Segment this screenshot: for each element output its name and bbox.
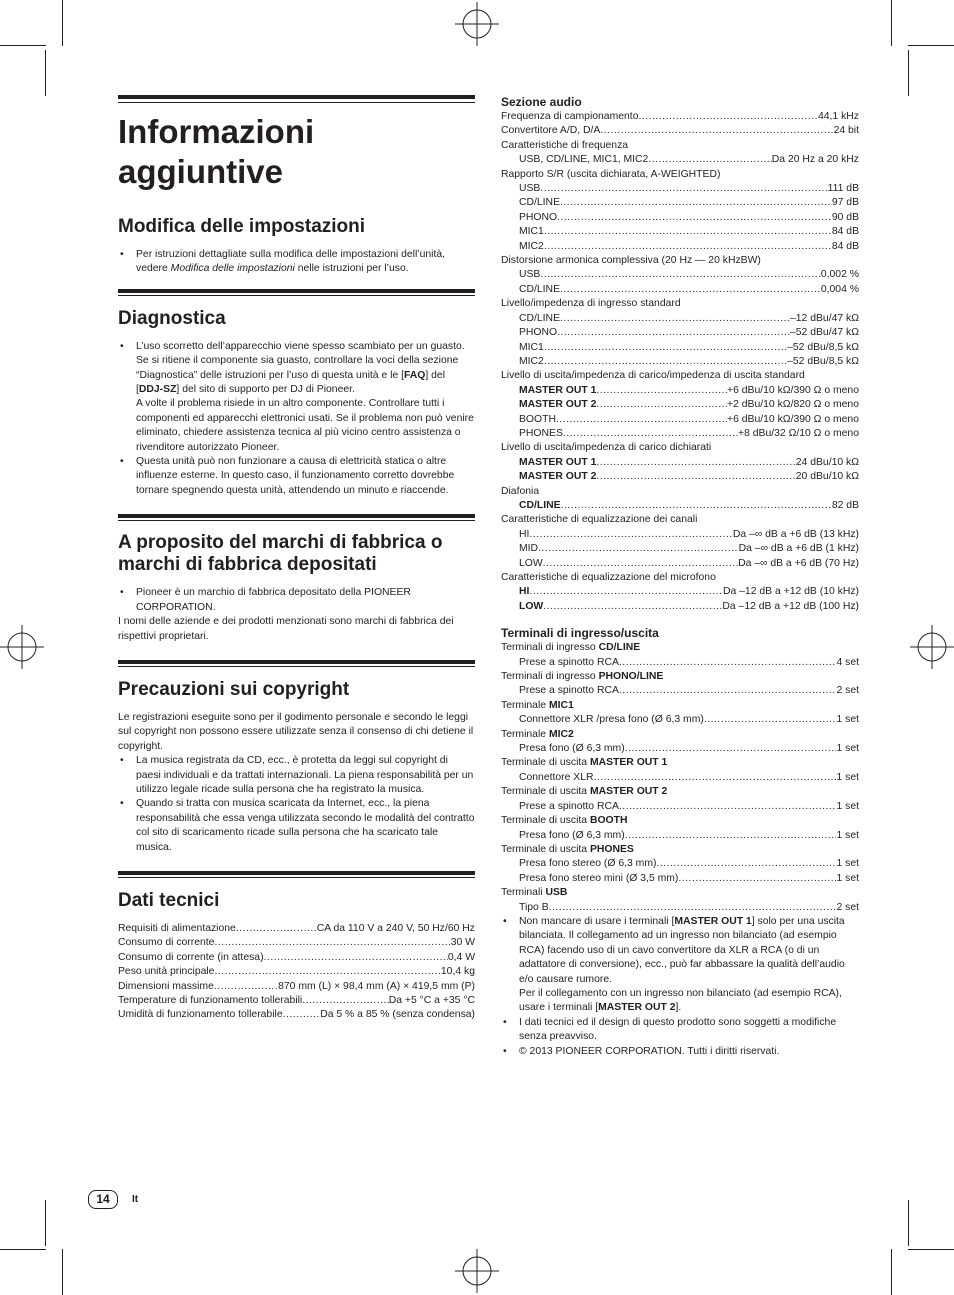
- section-heading: Precauzioni sui copyright: [118, 678, 350, 700]
- bullet-item: • Pioneer è un marchio di fabbrica depositato della PIONEER CORPORATION.: [118, 586, 475, 615]
- section-rule: [118, 871, 475, 878]
- spec-row: Peso unità principale ..... 10,4 kg: [118, 965, 475, 979]
- crop-mark: [908, 1200, 909, 1246]
- spec-group-label: Terminale MIC2: [501, 728, 574, 740]
- spec-row: Temperature di funzionamento tollerabili ..... Da +5 °C a +35 °C: [118, 994, 475, 1008]
- left-column: [118, 95, 475, 1023]
- spec-row: USB ..... 0,002 %: [501, 268, 859, 282]
- spec-row: Presa fono (Ø 6,3 mm) ..... 1 set: [501, 829, 859, 843]
- crop-mark: [45, 1200, 46, 1246]
- spec-row: Presa fono (Ø 6,3 mm) ..... 1 set: [501, 742, 859, 756]
- bullet-item: • Per istruzioni dettagliate sulla modifica delle impostazioni dell’unità, vedere Modifica delle impostazioni nelle istruzioni per l’uso.: [118, 248, 475, 277]
- spec-row: Consumo di corrente (in attesa) ..... 0,4 W: [118, 951, 475, 965]
- spec-group-label: Caratteristiche di equalizzazione del microfono: [501, 572, 716, 583]
- crop-mark: [0, 1249, 46, 1250]
- spec-row: MIC1 ..... 84 dB: [501, 225, 859, 239]
- section-rule: [118, 289, 475, 296]
- spec-group-label: Distorsione armonica complessiva (20 Hz — 20 kHzBW): [501, 255, 761, 267]
- spec-row: Presa fono stereo (Ø 6,3 mm) ..... 1 set: [501, 857, 859, 871]
- spec-group-label: Diafonia: [501, 485, 540, 497]
- registration-mark-icon: [455, 2, 499, 46]
- spec-row: MIC2 ..... 84 dB: [501, 240, 859, 254]
- spec-group-label: Terminali di ingresso CD/LINE: [501, 642, 641, 654]
- registration-mark-icon: [455, 1249, 499, 1293]
- bullet-item: • Non mancare di usare i terminali [MASTER OUT 1] solo per una uscita bilanciata. Il collegamento ad un ingresso non bilanciato (ad esempio RCA) facendo uso di un cavo convertitore da XLR a RCA (o di un adattatore di conversione), ecc., può far abbassare la qualità dell’audio e/o causare rumore. Per il collegamento con un ingresso non bilanciato (ad esempio RCA), usare i terminali [MASTER OUT 2].: [501, 915, 859, 1016]
- section-heading: Dati tecnici: [118, 889, 220, 911]
- spec-group-label: Caratteristiche di frequenza: [501, 139, 629, 151]
- section-modifica: [118, 216, 475, 277]
- crop-mark: [891, 1249, 892, 1295]
- section-heading: Modifica delle impostazioni: [118, 216, 366, 237]
- crop-mark: [45, 50, 46, 96]
- crop-mark: [908, 1249, 954, 1250]
- spec-row: Presa fono stereo mini (Ø 3,5 mm) ..... 1 set: [501, 872, 859, 886]
- spec-row: Prese a spinotto RCA ..... 2 set: [501, 684, 859, 698]
- bullet-item: • La musica registrata da CD, ecc., è protetta da leggi sul copyright di paesi individuali e da trattati internazionali. La piena responsabilità per un utilizzo legale ricade sulla persona che ha registrato la musica.: [118, 754, 475, 797]
- spec-row: CD/LINE ..... 97 dB: [501, 196, 859, 210]
- bullet-item: • Questa unità può non funzionare a causa di elettricità statica o altre influenze esterne. In questo caso, il funzionamento corretto dovrebbe tornare spegnendo questa unità, attendendo un minuto e riaccende.: [118, 455, 475, 498]
- spec-row: MASTER OUT 1 ..... +6 dBu/10 kΩ/390 Ω o meno: [501, 384, 859, 398]
- spec-group-label: Terminale di uscita MASTER OUT 2: [501, 786, 668, 798]
- page-title: Informazioni aggiuntive: [118, 113, 315, 190]
- subsection-heading: Sezione audio: [501, 95, 582, 109]
- spec-row: HI ..... Da –∞ dB a +6 dB (13 kHz): [501, 528, 859, 542]
- crop-mark: [62, 0, 63, 46]
- bullet-item: • L’uso scorretto dell’apparecchio viene spesso scambiato per un guasto. Se si ritiene il componente sia guasto, controllare la voci della sezione “Diagnostica” delle istruzioni per l’uso di questa unità e le [FAQ] del [DDJ-SZ] del sito di supporto per DJ di Pioneer. A volte il problema risiede in un altro componente. Controllare tutti i componenti ed apparecchi elettronici usati. Se il problema non può venire eliminato, chiedere assistenza tecnica al più vicino centro assistenza o rivenditore autorizzato Pioneer.: [118, 340, 475, 455]
- spec-row: PHONO ..... 90 dB: [501, 211, 859, 225]
- spec-row: Connettore XLR /presa fono (Ø 6,3 mm) ..... 1 set: [501, 713, 859, 727]
- spec-group-label: Terminale di uscita PHONES: [501, 843, 634, 855]
- section-rule: [118, 660, 475, 667]
- page-language: It: [132, 1194, 139, 1205]
- section-heading: A proposito del marchi di fabbrica o marchi di fabbrica depositati: [118, 532, 443, 576]
- spec-row: Requisiti di alimentazione ..... CA da 110 V a 240 V, 50 Hz/60 Hz: [118, 922, 475, 936]
- crop-mark: [62, 1249, 63, 1295]
- spec-group-label: Terminali di ingresso PHONO/LINE: [501, 671, 664, 683]
- spec-row: Tipo B ..... 2 set: [501, 901, 859, 915]
- title-rule: [118, 95, 475, 103]
- spec-row: Consumo di corrente ..... 30 W: [118, 936, 475, 950]
- spec-row: USB ..... 111 dB: [501, 182, 859, 196]
- subsection-heading: Terminali di ingresso/uscita: [501, 626, 659, 641]
- spec-group-label: Rapporto S/R (uscita dichiarata, A-WEIGHTED): [501, 168, 721, 180]
- registration-mark-icon: [0, 625, 44, 669]
- section-rule: [118, 514, 475, 521]
- spec-row: PHONES ..... +8 dBu/32 Ω/10 Ω o meno: [501, 427, 859, 441]
- bullet-item: • © 2013 PIONEER CORPORATION. Tutti i diritti riservati.: [501, 1045, 859, 1059]
- section-heading: Diagnostica: [118, 307, 226, 329]
- spec-group-label: Terminali USB: [501, 887, 568, 899]
- spec-group-label: Livello di uscita/impedenza di carico dichiarati: [501, 442, 712, 454]
- section-diagnostica: [118, 308, 475, 498]
- page-footer: [88, 1190, 138, 1209]
- spec-row: LOW ..... Da –∞ dB a +6 dB (70 Hz): [501, 557, 859, 571]
- section-dati-tecnici: [118, 890, 475, 1023]
- spec-group-label: Livello/impedenza di ingresso standard: [501, 298, 681, 310]
- spec-row: Prese a spinotto RCA ..... 4 set: [501, 656, 859, 670]
- spec-row: USB, CD/LINE, MIC1, MIC2 ..... Da 20 Hz a 20 kHz: [501, 153, 859, 167]
- spec-group-label: Terminale MIC1: [501, 699, 574, 711]
- section-copyright: [118, 679, 475, 855]
- crop-mark: [908, 45, 954, 46]
- bullet-item: • I dati tecnici ed il design di questo prodotto sono soggetti a modifiche senza preavviso.: [501, 1016, 859, 1045]
- section-audio: [501, 95, 859, 614]
- paragraph: Le registrazioni eseguite sono per il godimento personale e secondo le leggi sul copyright non possono essere utilizzate senza il consenso di chi detiene il copyright.: [118, 711, 474, 752]
- registration-mark-icon: [910, 625, 954, 669]
- section-terminali: [501, 626, 859, 1059]
- right-column: [501, 95, 859, 1059]
- page-number: 14: [88, 1190, 118, 1209]
- spec-row: MIC1 ..... –52 dBu/8,5 kΩ: [501, 341, 859, 355]
- spec-row: Convertitore A/D, D/A ..... 24 bit: [501, 124, 859, 138]
- spec-row: MASTER OUT 2 ..... +2 dBu/10 kΩ/820 Ω o meno: [501, 398, 859, 412]
- section-marchi: [118, 532, 475, 644]
- spec-row: LOW ..... Da –12 dB a +12 dB (100 Hz): [501, 600, 859, 614]
- spec-row: MASTER OUT 2 ..... 20 dBu/10 kΩ: [501, 470, 859, 484]
- spec-group-label: Caratteristiche di equalizzazione dei canali: [501, 514, 698, 526]
- spec-group-label: Terminale di uscita BOOTH: [501, 815, 628, 827]
- crop-mark: [908, 50, 909, 96]
- spec-row: Prese a spinotto RCA ..... 1 set: [501, 800, 859, 814]
- spec-row: Frequenza di campionamento ..... 44,1 kHz: [501, 110, 859, 124]
- bullet-item: • Quando si tratta con musica scaricata da Internet, ecc., la piena responsabilità che essa venga utilizzata secondo le modalità del contratto col sito di scaricamento ricade sulla persona che ha scaricato tale musica.: [118, 797, 475, 855]
- spec-row: Umidità di funzionamento tollerabile ..... Da 5 % a 85 % (senza condensa): [118, 1008, 475, 1022]
- spec-row: PHONO ..... –52 dBu/47 kΩ: [501, 326, 859, 340]
- spec-row: MID ..... Da –∞ dB a +6 dB (1 kHz): [501, 542, 859, 556]
- spec-group-label: Terminale di uscita MASTER OUT 1: [501, 757, 668, 769]
- spec-group-label: Livello di uscita/impedenza di carico/impedenza di uscita standard: [501, 370, 805, 382]
- crop-mark: [891, 0, 892, 46]
- spec-row: CD/LINE ..... –12 dBu/47 kΩ: [501, 312, 859, 326]
- spec-row: Dimensioni massime ..... 870 mm (L) × 98,4 mm (A) × 419,5 mm (P): [118, 980, 475, 994]
- crop-mark: [0, 45, 46, 46]
- spec-row: MASTER OUT 1 ..... 24 dBu/10 kΩ: [501, 456, 859, 470]
- spec-row: Connettore XLR ..... 1 set: [501, 771, 859, 785]
- paragraph: I nomi delle aziende e dei prodotti menzionati sono marchi di fabbrica dei rispettivi proprietari.: [118, 616, 454, 642]
- spec-row: MIC2 ..... –52 dBu/8,5 kΩ: [501, 355, 859, 369]
- spec-row: CD/LINE ..... 82 dB: [501, 499, 859, 513]
- spec-row: CD/LINE ..... 0,004 %: [501, 283, 859, 297]
- spec-row: BOOTH ..... +6 dBu/10 kΩ/390 Ω o meno: [501, 413, 859, 427]
- spec-row: HI ..... Da –12 dB a +12 dB (10 kHz): [501, 585, 859, 599]
